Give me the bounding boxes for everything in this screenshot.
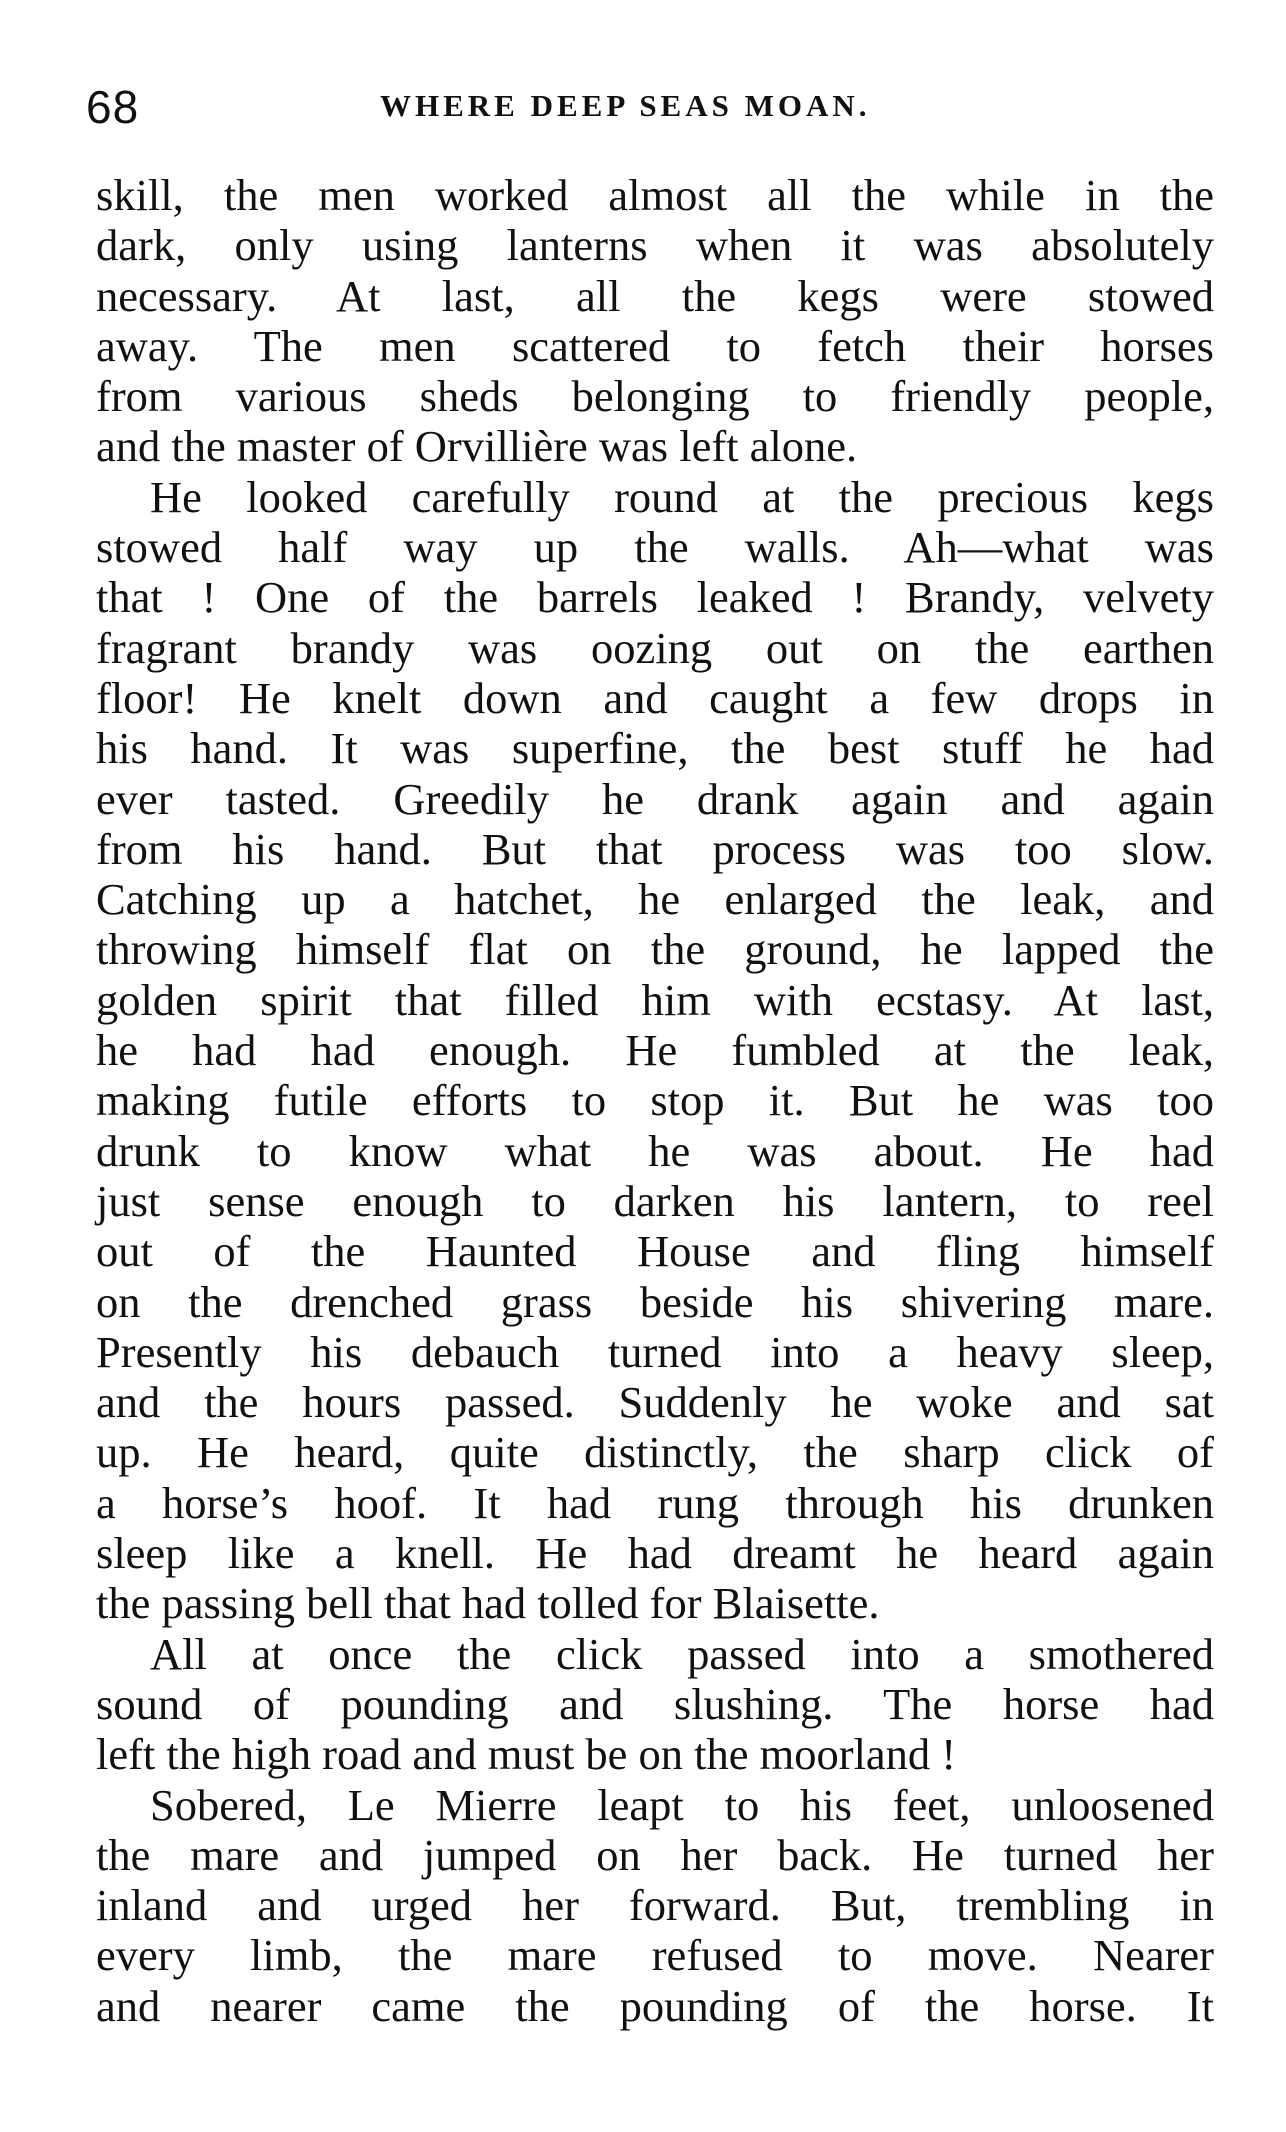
text-line: away. The men scattered to fetch their horses <box>96 320 1214 371</box>
text-line: He looked carefully round at the precious kegs <box>150 471 1214 522</box>
text-line: on the drenched grass beside his shivering mare. <box>96 1276 1214 1327</box>
text-line: All at once the click passed into a smothered <box>150 1628 1214 1679</box>
text-line: fragrant brandy was oozing out on the earthen <box>96 622 1214 673</box>
text-line: and the master of Orvillière was left alone. <box>96 421 858 472</box>
text-line: throwing himself flat on the ground, he lapped the <box>96 924 1214 975</box>
text-line: that ! One of the barrels leaked ! Brandy, velvety <box>96 572 1214 623</box>
text-line: necessary. At last, all the kegs were stowed <box>96 270 1214 321</box>
body-text <box>96 170 1214 2031</box>
text-line: making futile efforts to stop it. But he was too <box>96 1075 1214 1126</box>
text-line: every limb, the mare refused to move. Nearer <box>96 1930 1214 1981</box>
text-line: the passing bell that had tolled for Blaisette. <box>96 1578 880 1629</box>
text-line: he had had enough. He fumbled at the leak, <box>96 1025 1214 1076</box>
text-line: Catching up a hatchet, he enlarged the leak, and <box>96 874 1214 925</box>
page-number: 68 <box>86 81 140 133</box>
text-line: just sense enough to darken his lantern, to reel <box>96 1175 1214 1226</box>
paragraph <box>96 170 1214 472</box>
text-line: his hand. It was superfine, the best stuff he had <box>96 723 1214 774</box>
text-line: and nearer came the pounding of the horse. It <box>96 1980 1214 2031</box>
text-line: Presently his debauch turned into a heavy sleep, <box>96 1326 1214 1377</box>
text-line: inland and urged her forward. But, trembling in <box>96 1880 1214 1931</box>
paragraph <box>96 472 1214 1629</box>
text-line: Sobered, Le Mierre leapt to his feet, unloosened <box>150 1779 1214 1830</box>
text-line: from his hand. But that process was too slow. <box>96 823 1214 874</box>
text-line: left the high road and must be on the moorland ! <box>96 1729 957 1780</box>
paragraph <box>96 1629 1214 1780</box>
text-line: up. He heard, quite distinctly, the sharp click of <box>96 1427 1214 1478</box>
running-title: WHERE DEEP SEAS MOAN. <box>380 88 871 123</box>
page-header <box>0 80 1286 140</box>
paragraph <box>96 1780 1214 2031</box>
text-line: stowed half way up the walls. Ah—what was <box>96 522 1214 573</box>
text-line: out of the Haunted House and fling himself <box>96 1226 1214 1277</box>
text-line: golden spirit that filled him with ecstasy. At last, <box>96 974 1214 1025</box>
text-line: from various sheds belonging to friendly people, <box>96 371 1214 422</box>
text-line: floor! He knelt down and caught a few drops in <box>96 672 1214 723</box>
text-line: the mare and jumped on her back. He turned her <box>96 1829 1214 1880</box>
text-line: ever tasted. Greedily he drank again and again <box>96 773 1214 824</box>
text-line: drunk to know what he was about. He had <box>96 1125 1214 1176</box>
text-line: dark, only using lanterns when it was absolutely <box>96 220 1214 271</box>
text-line: skill, the men worked almost all the while in the <box>96 170 1214 220</box>
text-line: a horse’s hoof. It had rung through his drunken <box>96 1477 1214 1528</box>
text-line: sleep like a knell. He had dreamt he heard again <box>96 1528 1214 1579</box>
text-line: sound of pounding and slushing. The horse had <box>96 1678 1214 1729</box>
text-line: and the hours passed. Suddenly he woke and sat <box>96 1377 1214 1428</box>
